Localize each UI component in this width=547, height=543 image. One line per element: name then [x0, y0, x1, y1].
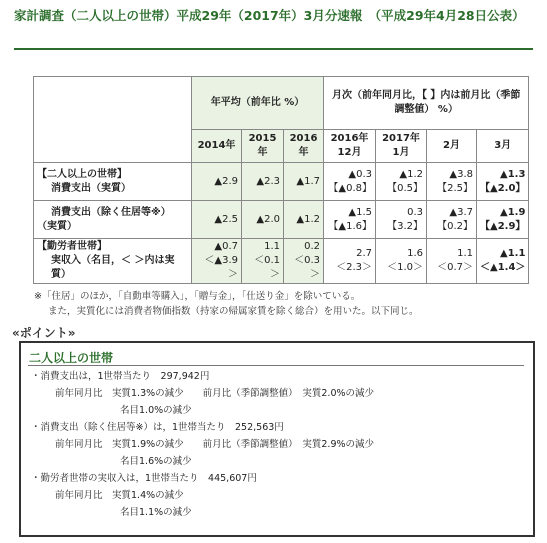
summary-line: ・消費支出は，1世帯当たり 297,942円: [31, 371, 210, 382]
row-label: [34, 239, 192, 284]
table-cell: ▲2.5: [192, 201, 242, 239]
row-label-item: 消費支出（除く住居等※）: [51, 206, 171, 218]
table-cell: ▲1.1 ＜▲1.4＞: [477, 239, 529, 284]
table-cell: ▲2.3: [242, 163, 284, 201]
table-cell: ▲1.9 【▲2.9】: [477, 201, 529, 239]
col-feb: 2月: [427, 130, 477, 163]
table-cell: ▲0.7 ＜▲3.9＞: [192, 239, 242, 284]
col-2016-12: 2016年12月: [324, 130, 376, 163]
summary-line: 名目1.6%の減少: [120, 456, 192, 467]
summary-line: ・消費支出（除く住居等※）は，1世帯当たり 252,563円: [31, 422, 284, 433]
table-cell: 0.3 【3.2】: [376, 201, 427, 239]
summary-line: 名目1.0%の減少: [120, 405, 192, 416]
col-mar: 3月: [477, 130, 529, 163]
stats-table: [33, 76, 529, 284]
row-label: [34, 201, 192, 239]
table-cell: ▲2.9: [192, 163, 242, 201]
table-cell: 0.2 ＜0.3＞: [284, 239, 324, 284]
table-cell: ▲1.3 【▲2.0】: [477, 163, 529, 201]
points-heading: «ポイント»: [12, 326, 76, 340]
summary-line: 前年同月比 実質1.4%の減少: [55, 490, 184, 501]
summary-line: 前年同月比 実質1.9%の減少 前月比（季節調整値） 実質2.9%の減少: [55, 439, 375, 450]
header-blank: [34, 77, 192, 163]
summary-line: ・勤労者世帯の実収入は，1世帯当たり 445,607円: [31, 473, 257, 484]
header-annual: 年平均（前年比 %）: [192, 77, 324, 130]
page-title: 家計調査（二人以上の世帯）平成29年（2017年）3月分速報 （平成29年4月28日公表）: [14, 8, 525, 23]
row-label-group: 【勤労者世帯】: [37, 241, 107, 252]
table-row: [34, 239, 529, 284]
table-cell: ▲3.8 【2.5】: [427, 163, 477, 201]
header-monthly: 月次（前年同月比，【 】内は前月比（季節調整値） %）: [324, 77, 529, 130]
table-cell: ▲2.0: [242, 201, 284, 239]
table-cell: ▲1.5 【▲1.6】: [324, 201, 376, 239]
summary-line: 名目1.1%の減少: [120, 507, 192, 518]
note-line: ※「住居」のほか，「自動車等購入」，「贈与金」，「仕送り金」を除いている。: [34, 291, 361, 302]
table-cell: 2.7 ＜2.3＞: [324, 239, 376, 284]
row-label: [34, 163, 192, 201]
col-2016: 2016年: [284, 130, 324, 163]
table-cell: 1.1 ＜0.1＞: [242, 239, 284, 284]
col-2017-01: 2017年1月: [376, 130, 427, 163]
table-row: [34, 201, 529, 239]
table-cell: ▲1.2: [284, 201, 324, 239]
col-2015: 2015年: [242, 130, 284, 163]
summary-box: [19, 341, 535, 537]
table-cell: ▲3.7 【0.2】: [427, 201, 477, 239]
title-divider: [14, 48, 533, 50]
table-cell: 1.1 ＜0.7＞: [427, 239, 477, 284]
row-label-group: 【二人以上の世帯】: [37, 168, 127, 180]
table-cell: ▲0.3 【▲0.8】: [324, 163, 376, 201]
row-label-suffix: （実質）: [37, 220, 77, 232]
table-notes: [34, 289, 419, 319]
summary-divider: [28, 365, 524, 366]
row-label-item: 実収入（名目，＜ ＞内は実質）: [51, 255, 175, 280]
table-header-row: [34, 77, 529, 130]
summary-title: 二人以上の世帯: [29, 351, 114, 365]
summary-line: 前年同月比 実質1.3%の減少 前月比（季節調整値） 実質2.0%の減少: [55, 388, 375, 399]
table-cell: 1.6 ＜1.0＞: [376, 239, 427, 284]
note-line: また，実質化には消費者物価指数（持家の帰属家賃を除く総合）を用いた。以下同じ。: [48, 306, 419, 317]
table-row: [34, 163, 529, 201]
table-cell: ▲1.2 【0.5】: [376, 163, 427, 201]
table-cell: ▲1.7: [284, 163, 324, 201]
row-label-item: 消費支出（実質）: [51, 182, 131, 194]
col-2014: 2014年: [192, 130, 242, 163]
